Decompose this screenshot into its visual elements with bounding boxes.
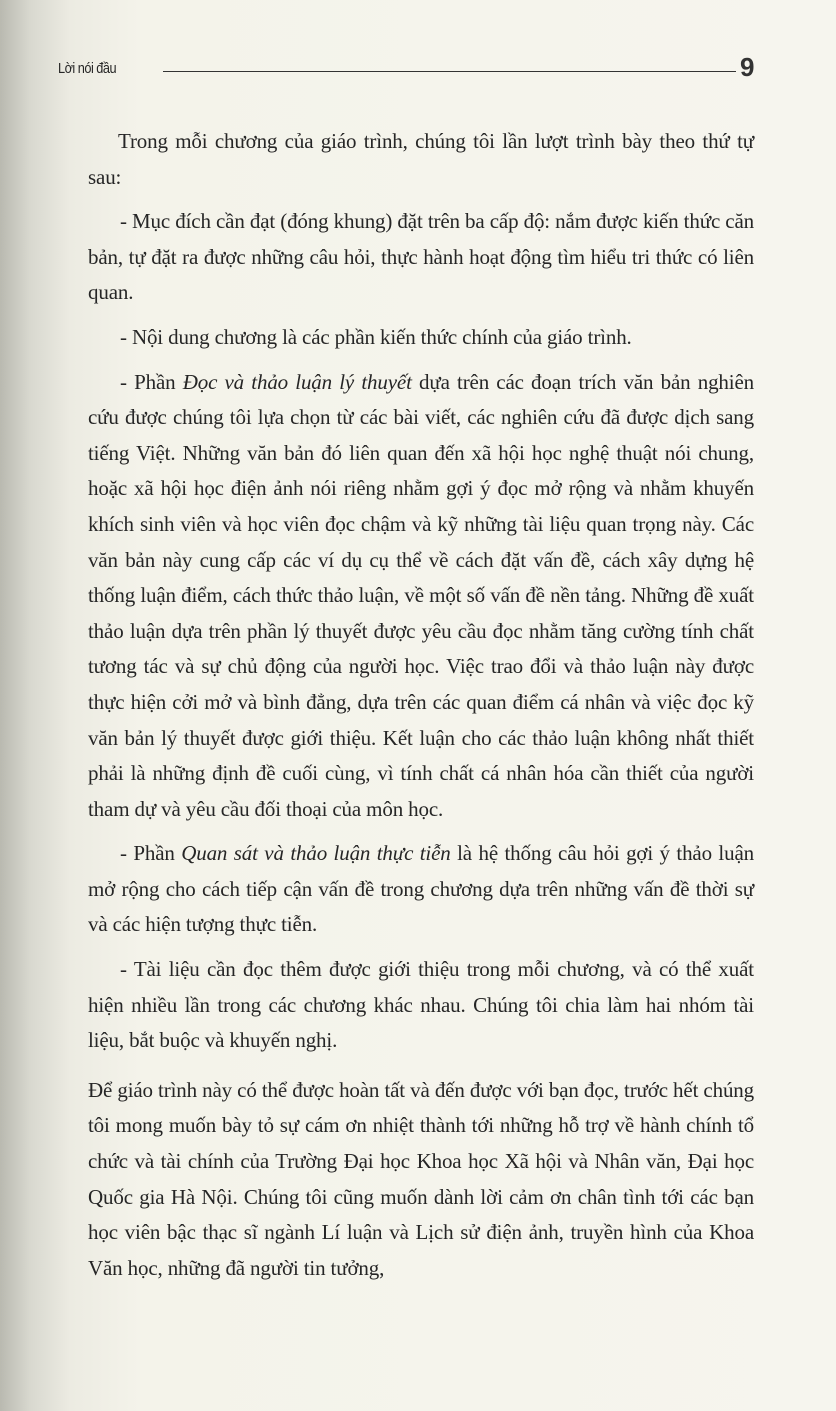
paragraph [88, 836, 754, 943]
italic-section-title: Đọc và thảo luận lý thuyết [182, 369, 412, 394]
text: - Nội dung chương là các phần kiến thức chính của giáo trình. [120, 324, 632, 349]
text: - Tài liệu cần đọc thêm được giới thiệu trong mỗi chương, và có thể xuất hiện nhiều lần trong các chương khác nhau. Chúng tôi chia làm hai nhóm tài liệu, bắt buộc và khuyến nghị. [88, 957, 754, 1053]
text: dựa trên các đoạn trích văn bản nghiên cứu được chúng tôi lựa chọn từ các bài viết, các nghiên cứu đã được dịch sang tiếng Việt. Những văn bản đó liên quan đến xã hội học nghệ thuật nói chung, hoặc xã hội học điện ảnh nói riêng nhằm gợi ý đọc mở rộng và nhằm khuyến khích sinh viên và học viên đọc chậm và kỹ những tài liệu quan trọng này. Các văn bản này cung cấp các ví dụ cụ thể về cách đặt vấn đề, cách xây dựng hệ thống luận điểm, cách thức thảo luận, về một số vấn đề nền tảng. Những đề xuất thảo luận dựa trên phần lý thuyết được yêu cầu đọc nhằm tăng cường tính chất tương tác và sự chủ động của người học. Việc trao đổi và thảo luận này được thực hiện cởi mở và bình đẳng, dựa trên các quan điểm cá nhân và việc đọc kỹ văn bản lý thuyết được giới thiệu. Kết luận cho các thảo luận không nhất thiết phải là những định đề cuối cùng, vì tính chất cá nhân hóa cần thiết của người tham dự và yêu cầu đối thoại của môn học. [88, 369, 754, 821]
text: - Phần [120, 369, 183, 394]
page-header [58, 58, 738, 84]
page-number: 9 [740, 52, 755, 82]
header-rule [163, 71, 736, 72]
paragraph [88, 204, 754, 311]
running-title: Lời nói đầu [58, 60, 117, 77]
paragraph [88, 952, 754, 1059]
paragraph [88, 124, 754, 195]
italic-section-title: Quan sát và thảo luận thực tiễn [181, 841, 451, 866]
text: Trong mỗi chương của giáo trình, chúng tôi lần lượt trình bày theo thứ tự sau: [88, 129, 754, 189]
text: là hệ thống câu hỏi gợi ý thảo luận mở rộng cho cách tiếp cận vấn đề trong chương dựa trên những vấn đề thời sự và các hiện tượng thực tiễn. [88, 841, 754, 937]
text: Để giáo trình này có thể được hoàn tất và đến được với bạn đọc, trước hết chúng tôi mong muốn bày tỏ sự cám ơn nhiệt thành tới những hỗ trợ về hành chính tổ chức và tài chính của Trường Đại học Khoa học Xã hội và Nhân văn, Đại học Quốc gia Hà Nội. Chúng tôi cũng muốn dành lời cảm ơn chân tình tới các bạn học viên bậc thạc sĩ ngành Lí luận và Lịch sử điện ảnh, truyền hình của Khoa Văn học, những đã người tin tưởng, [88, 1077, 754, 1280]
text: - Phần [120, 841, 182, 866]
paragraph [88, 1073, 754, 1287]
paragraph [88, 320, 754, 356]
paragraph [88, 365, 754, 828]
body-text [88, 124, 754, 1295]
text: - Mục đích cần đạt (đóng khung) đặt trên ba cấp độ: nắm được kiến thức căn bản, tự đặt ra được những câu hỏi, thực hành hoạt động tìm hiểu tri thức có liên quan. [88, 209, 754, 305]
